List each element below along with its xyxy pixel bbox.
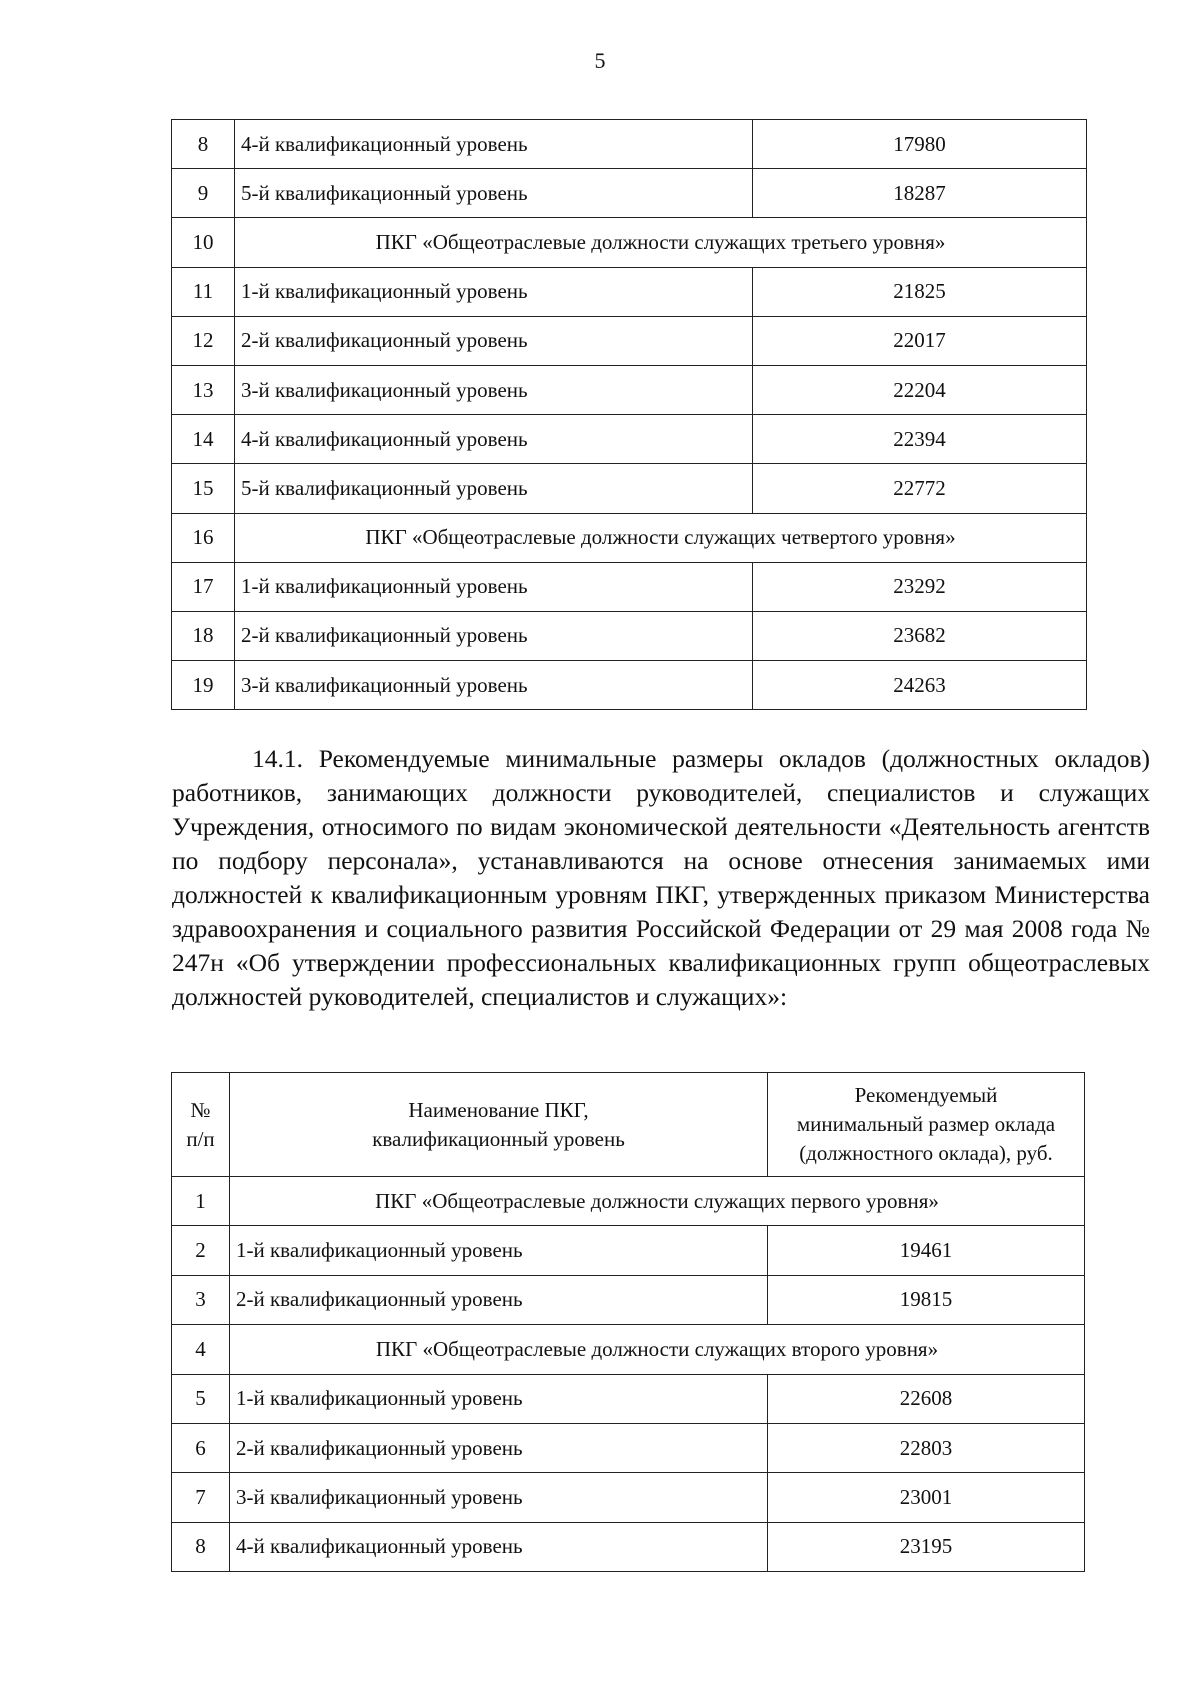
table-row — [172, 365, 1087, 414]
table-row — [172, 562, 1087, 611]
table-row — [172, 316, 1087, 365]
salary-value: 22204 — [753, 365, 1087, 414]
row-number: 8 — [172, 1522, 230, 1571]
level-label: 5-й квалификационный уровень — [235, 169, 753, 218]
row-number: 16 — [172, 513, 235, 562]
table-row — [172, 415, 1087, 464]
table-row — [172, 1374, 1085, 1423]
row-number: 19 — [172, 661, 235, 710]
row-number: 5 — [172, 1374, 230, 1423]
level-label: 2-й квалификационный уровень — [235, 611, 753, 660]
salary-value: 19815 — [768, 1275, 1085, 1324]
table-row — [172, 1423, 1085, 1472]
salary-value: 23682 — [753, 611, 1087, 660]
level-label: 4-й квалификационный уровень — [230, 1522, 768, 1571]
salary-table-continued — [171, 119, 1087, 710]
header-name: Наименование ПКГ, квалификационный уровень — [230, 1073, 768, 1177]
group-row — [172, 513, 1087, 562]
row-number: 14 — [172, 415, 235, 464]
salary-value: 17980 — [753, 120, 1087, 169]
group-row — [172, 1177, 1085, 1226]
salary-value: 23195 — [768, 1522, 1085, 1571]
row-number: 2 — [172, 1226, 230, 1275]
table-row — [172, 1275, 1085, 1324]
level-label: 3-й квалификационный уровень — [230, 1473, 768, 1522]
header-number: № п/п — [172, 1073, 230, 1177]
table-row — [172, 1522, 1085, 1571]
row-number: 1 — [172, 1177, 230, 1226]
salary-value: 23292 — [753, 562, 1087, 611]
table-row — [172, 1473, 1085, 1522]
level-label: 3-й квалификационный уровень — [235, 365, 753, 414]
table1-body — [172, 120, 1087, 710]
table-row — [172, 464, 1087, 513]
level-label: 4-й квалификационный уровень — [235, 120, 753, 169]
group-row — [172, 218, 1087, 267]
salary-value: 24263 — [753, 661, 1087, 710]
level-label: 5-й квалификационный уровень — [235, 464, 753, 513]
table-row — [172, 611, 1087, 660]
row-number: 6 — [172, 1423, 230, 1472]
level-label: 2-й квалификационный уровень — [230, 1275, 768, 1324]
level-label: 2-й квалификационный уровень — [235, 316, 753, 365]
row-number: 11 — [172, 267, 235, 316]
header-salary: Рекомендуемый минимальный размер оклада (должностного оклада), руб. — [768, 1073, 1085, 1177]
salary-table-recruitment — [171, 1072, 1085, 1572]
row-number: 10 — [172, 218, 235, 267]
level-label: 1-й квалификационный уровень — [235, 267, 753, 316]
row-number: 13 — [172, 365, 235, 414]
level-label: 4-й квалификационный уровень — [235, 415, 753, 464]
salary-value: 18287 — [753, 169, 1087, 218]
row-number: 7 — [172, 1473, 230, 1522]
salary-value: 22803 — [768, 1423, 1085, 1472]
salary-value: 22772 — [753, 464, 1087, 513]
table-row — [172, 1226, 1085, 1275]
group-title: ПКГ «Общеотраслевые должности служащих четвертого уровня» — [235, 513, 1087, 562]
row-number: 17 — [172, 562, 235, 611]
salary-value: 22608 — [768, 1374, 1085, 1423]
level-label: 1-й квалификационный уровень — [235, 562, 753, 611]
salary-value: 22394 — [753, 415, 1087, 464]
row-number: 4 — [172, 1325, 230, 1374]
level-label: 2-й квалификационный уровень — [230, 1423, 768, 1472]
page-number: 5 — [594, 48, 606, 73]
paragraph-14-1: 14.1. Рекомендуемые минимальные размеры окладов (должностных окладов) работников, занимающих должности руководителей, специалистов и служащих Учреждения, относимого по видам экономической деятельности «Деятельность агентств по подбору персонала», устанавливаются на основе отнесения занимаемых ими должностей к квалификационным уровням ПКГ, утвержденных приказом Министерства здравоохранения и социального развития Российской Федерации от 29 мая 2008 года № 247н «Об утверждении профессиональных квалификационных групп общеотраслевых должностей руководителей, специалистов и служащих»: — [172, 744, 1150, 1011]
level-label: 1-й квалификационный уровень — [230, 1226, 768, 1275]
salary-value: 22017 — [753, 316, 1087, 365]
row-number: 15 — [172, 464, 235, 513]
row-number: 18 — [172, 611, 235, 660]
salary-value: 21825 — [753, 267, 1087, 316]
level-label: 1-й квалификационный уровень — [230, 1374, 768, 1423]
group-title: ПКГ «Общеотраслевые должности служащих третьего уровня» — [235, 218, 1087, 267]
table-row — [172, 120, 1087, 169]
row-number: 12 — [172, 316, 235, 365]
table2-header-row — [172, 1073, 1085, 1177]
table-row — [172, 661, 1087, 710]
group-title: ПКГ «Общеотраслевые должности служащих второго уровня» — [230, 1325, 1085, 1374]
salary-value: 19461 — [768, 1226, 1085, 1275]
row-number: 3 — [172, 1275, 230, 1324]
table-row — [172, 267, 1087, 316]
group-title: ПКГ «Общеотраслевые должности служащих первого уровня» — [230, 1177, 1085, 1226]
group-row — [172, 1325, 1085, 1374]
level-label: 3-й квалификационный уровень — [235, 661, 753, 710]
salary-value: 23001 — [768, 1473, 1085, 1522]
table2-body — [172, 1177, 1085, 1572]
row-number: 9 — [172, 169, 235, 218]
table-row — [172, 169, 1087, 218]
row-number: 8 — [172, 120, 235, 169]
